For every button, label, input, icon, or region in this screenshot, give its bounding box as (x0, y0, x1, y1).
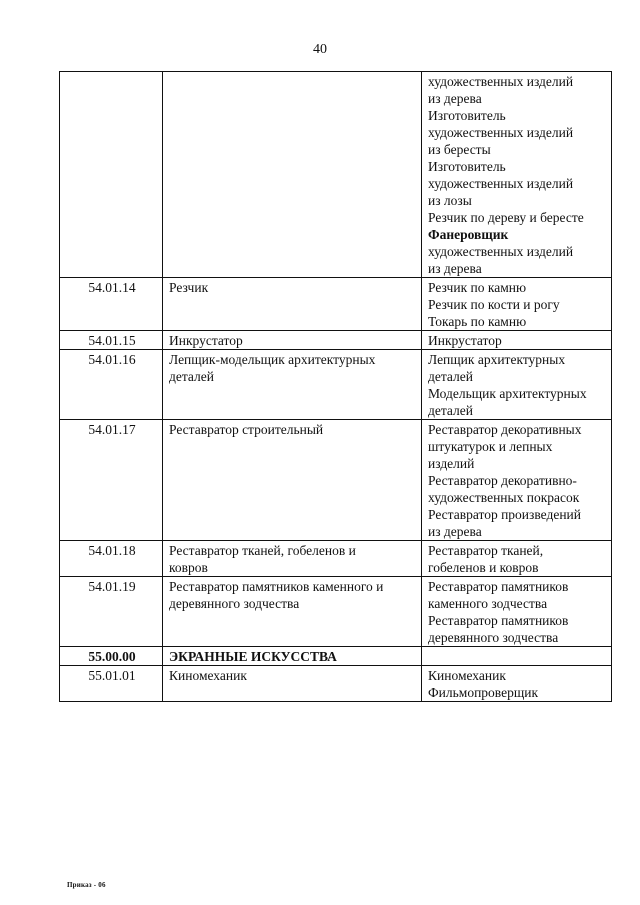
qualifications-cell (422, 420, 612, 541)
profession-name-line: Реставратор строительный (169, 422, 324, 437)
profession-code: 54.01.19 (60, 577, 163, 647)
qualification-line: Реставратор произведений (428, 507, 581, 522)
qualification-line: Изготовитель (428, 108, 506, 123)
page-number: 40 (313, 42, 327, 57)
qualification-line: Реставратор декоративно- (428, 473, 577, 488)
qualification-line: Модельщик архитектурных (428, 386, 587, 401)
table-row (60, 72, 612, 278)
table-body (60, 72, 612, 702)
qualification-line: из дерева (428, 91, 482, 106)
qualification-line: Инкрустатор (428, 333, 502, 348)
profession-name-line: Резчик (169, 280, 209, 295)
profession-name-line: Лепщик-модельщик архитектурных (169, 352, 376, 367)
qualification-line: изделий (428, 456, 475, 471)
qualification-line: Токарь по камню (428, 314, 527, 329)
footer-note: Приказ - 06 (67, 881, 106, 889)
qualification-line: Реставратор декоративных (428, 422, 582, 437)
qualifications-cell (422, 331, 612, 350)
profession-name-line: Реставратор памятников каменного и (169, 579, 384, 594)
qualification-line: из дерева (428, 524, 482, 539)
profession-name (163, 541, 422, 577)
qualifications-cell (422, 278, 612, 331)
qualification-line: Фильмопроверщик (428, 685, 539, 700)
profession-code: 54.01.17 (60, 420, 163, 541)
profession-name (163, 331, 422, 350)
qualification-line: Лепщик архитектурных (428, 352, 566, 367)
qualification-line: художественных покрасок (428, 490, 580, 505)
qualification-line: деревянного зодчества (428, 630, 559, 645)
profession-code (60, 72, 163, 278)
qualifications-cell (422, 577, 612, 647)
profession-code: 54.01.14 (60, 278, 163, 331)
profession-name-line: Реставратор тканей, гобеленов и (169, 543, 356, 558)
profession-name-line: Киномеханик (169, 668, 247, 683)
qualification-line: художественных изделий (428, 125, 574, 140)
qualifications-cell (422, 72, 612, 278)
profession-name (163, 577, 422, 647)
qualification-line: из дерева (428, 261, 482, 276)
qualification-line: деталей (428, 369, 473, 384)
qualification-line: гобеленов и ковров (428, 560, 539, 575)
profession-name-line: Инкрустатор (169, 333, 243, 348)
qualification-line: деталей (428, 403, 473, 418)
table-row (60, 331, 612, 350)
profession-code: 55.00.00 (60, 647, 163, 666)
qualification-line: художественных изделий (428, 244, 574, 259)
qualification-line: художественных изделий (428, 176, 574, 191)
profession-code: 54.01.18 (60, 541, 163, 577)
section-row (60, 647, 612, 666)
qualification-line: Реставратор памятников (428, 613, 569, 628)
profession-name-line: деревянного зодчества (169, 596, 300, 611)
table-row (60, 666, 612, 702)
profession-code: 54.01.16 (60, 350, 163, 420)
qualification-line: из лозы (428, 193, 472, 208)
qualifications-cell (422, 541, 612, 577)
profession-name-line: деталей (169, 369, 214, 384)
qualification-line: Изготовитель (428, 159, 506, 174)
table-row (60, 420, 612, 541)
qualification-line: из бересты (428, 142, 491, 157)
table-row (60, 541, 612, 577)
profession-name (163, 350, 422, 420)
table-row (60, 278, 612, 331)
qualification-line: Киномеханик (428, 668, 506, 683)
qualification-line: Резчик по кости и рогу (428, 297, 560, 312)
qualification-line: Резчик по камню (428, 280, 527, 295)
qualification-line: Реставратор тканей, (428, 543, 544, 558)
qualification-line: Фанеровщик (428, 227, 509, 242)
qualifications-cell (422, 647, 612, 666)
profession-name-line: ЭКРАННЫЕ ИСКУССТВА (169, 649, 337, 664)
qualification-line: Реставратор памятников (428, 579, 569, 594)
qualification-line: штукатурок и лепных (428, 439, 553, 454)
professions-table (59, 71, 612, 702)
qualification-line: художественных изделий (428, 74, 574, 89)
qualification-line: Резчик по дереву и бересте (428, 210, 584, 225)
profession-code: 55.01.01 (60, 666, 163, 702)
qualifications-cell (422, 666, 612, 702)
profession-name-line: ковров (169, 560, 208, 575)
profession-name (163, 278, 422, 331)
table-row (60, 350, 612, 420)
profession-code: 54.01.15 (60, 331, 163, 350)
qualifications-cell (422, 350, 612, 420)
profession-name (163, 666, 422, 702)
table-row (60, 577, 612, 647)
profession-name (163, 72, 422, 278)
profession-name (163, 420, 422, 541)
qualification-line: каменного зодчества (428, 596, 548, 611)
profession-name (163, 647, 422, 666)
